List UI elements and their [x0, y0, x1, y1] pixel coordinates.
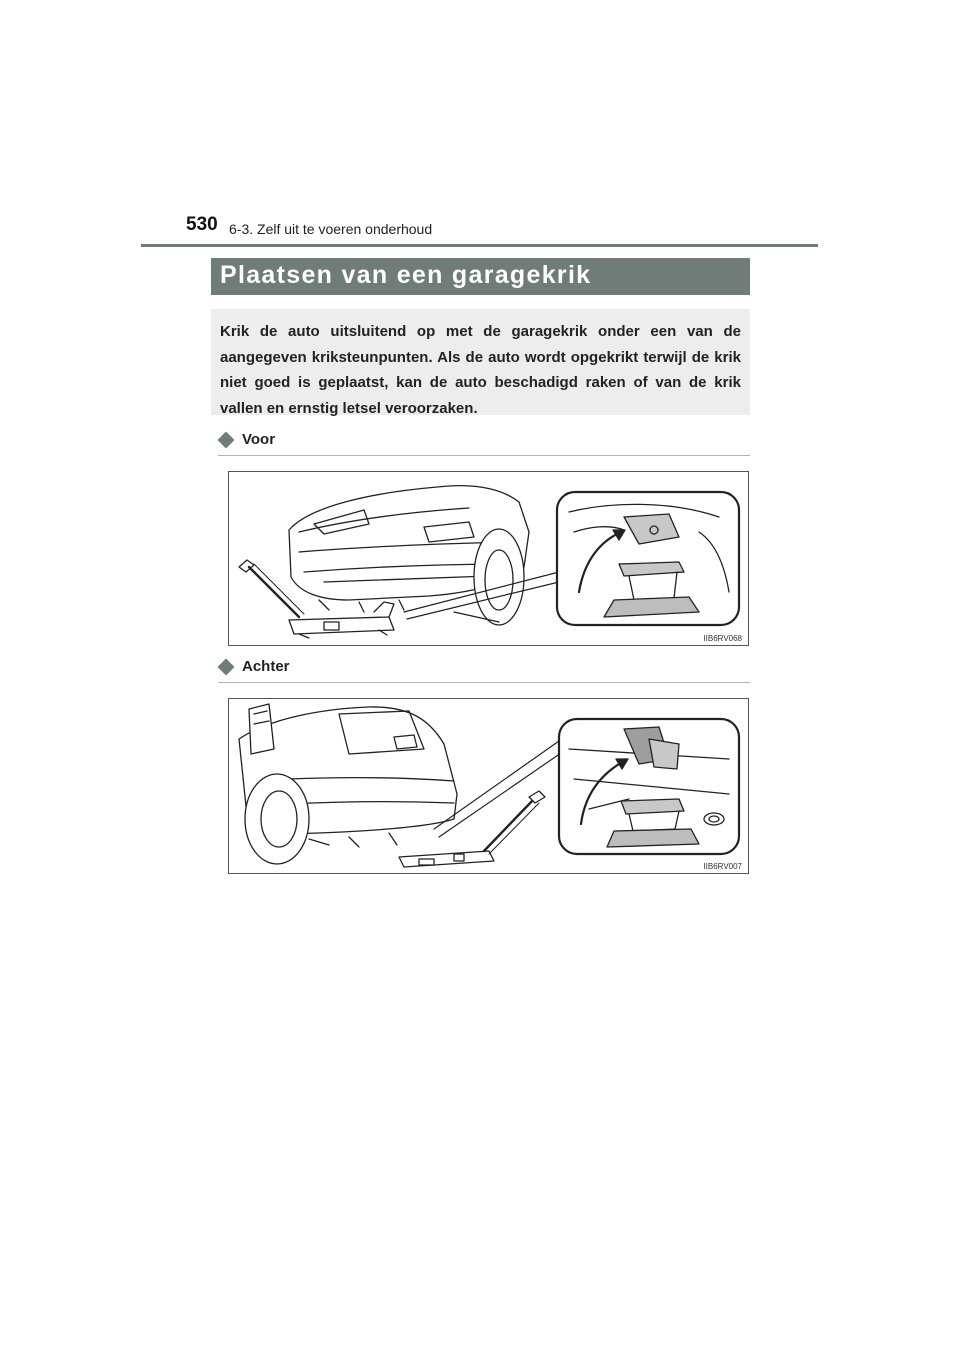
- figure-rear-code: IIB6RV007: [703, 862, 742, 871]
- page-number: 530: [186, 214, 218, 235]
- section-title: Plaatsen van een garagekrik: [220, 261, 592, 289]
- diamond-bullet-icon: [218, 432, 235, 449]
- subheading-rear-label: Achter: [242, 658, 290, 675]
- intro-text: Krik de auto uitsluitend op met de garagekrik onder een van de aangegeven kriksteunpunten. Als de auto wordt opgekrikt terwijl de krik niet goed is geplaatst, kan de auto beschadigd raken of van de krik vallen en ernstig letsel veroorzaken.: [220, 323, 741, 417]
- section-banner: [211, 258, 750, 295]
- figure-rear-jack-point: [228, 698, 749, 874]
- figure-front-jack-point: [228, 471, 749, 646]
- subheading-front: [218, 431, 750, 456]
- header-rule: [141, 244, 818, 247]
- intro-box: [211, 309, 750, 415]
- rear-jack-illustration: [229, 699, 748, 873]
- subheading-rear: [218, 658, 750, 683]
- subheading-front-label: Voor: [242, 431, 276, 448]
- running-header: 6-3. Zelf uit te voeren onderhoud: [229, 221, 433, 237]
- figure-front-code: IIB6RV068: [703, 634, 742, 643]
- diamond-bullet-icon: [218, 659, 235, 676]
- front-jack-illustration: [229, 472, 748, 645]
